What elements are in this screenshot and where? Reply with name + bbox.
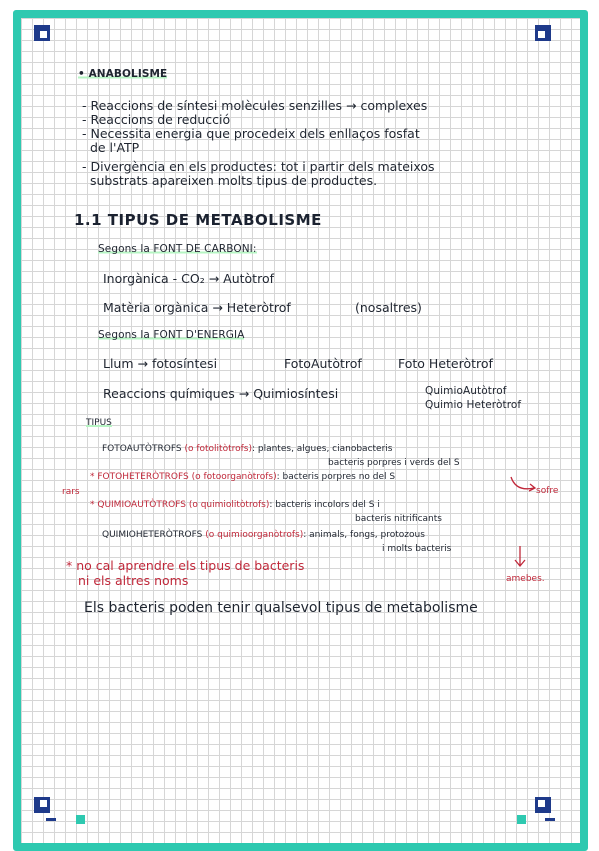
side-note-amebes: amebes. — [506, 574, 545, 584]
fotoautotrof-label: FotoAutòtrof — [284, 356, 362, 371]
note-line: * no cal aprendre els tipus de bacteris — [66, 558, 305, 573]
teal-dot-icon — [76, 815, 85, 824]
quimioheterotrof-label: Quimio Heteròtrof — [425, 399, 522, 411]
carboni-label: Segons la FONT DE CARBONI: — [98, 243, 257, 255]
tipus-row-continued: bacteris porpres i verds del S — [328, 458, 460, 468]
fotoheterotrof-label: Foto Heteròtrof — [398, 356, 493, 371]
anabolisme-heading: • ANABOLISME — [78, 68, 168, 80]
tipus-row-continued: bacteris nitrificants — [355, 514, 442, 524]
anabolisme-bullet: - Reaccions de síntesi molècules senzilles → complexes — [82, 98, 428, 113]
blue-bar-icon — [46, 818, 56, 821]
organica-line: Matèria orgànica → Heteròtrof — [103, 300, 291, 315]
anabolisme-bullet: - Divergència en els productes: tot i partir dels mateixos — [82, 159, 435, 174]
tipus-row: * FOTOHETERÒTROFS (o fotoorganòtrofs): bacteris porpres no del S — [90, 472, 396, 482]
organica-note: (nosaltres) — [355, 300, 422, 315]
llum-line: Llum → fotosíntesi — [103, 356, 218, 371]
tipus-row-continued: i molts bacteris — [382, 544, 452, 554]
energia-label: Segons la FONT D'ENERGIA — [98, 329, 245, 341]
section-title: 1.1 TIPUS DE METABOLISME — [74, 211, 322, 229]
anabolisme-bullet: - Necessita energia que procedeix dels enllaços fosfat — [82, 126, 420, 141]
note-line: ni els altres noms — [78, 573, 189, 588]
tipus-row: * QUIMIOAUTÒTROFS (o quimiolitòtrofs): bacteris incolors del S i — [90, 500, 380, 510]
closing-line: Els bacteris poden tenir qualsevol tipus de metabolisme — [84, 600, 478, 616]
anabolisme-bullet: substrats apareixen molts tipus de productes. — [82, 173, 378, 188]
blue-bar-icon — [545, 818, 555, 821]
side-note-rars: rars — [62, 487, 80, 497]
teal-dot-icon — [517, 815, 526, 824]
corner-marker-icon — [34, 797, 50, 813]
tipus-row: FOTOAUTÒTROFS (o fotolitòtrofs): plantes, algues, cianobacteris — [102, 444, 393, 454]
corner-marker-icon — [535, 797, 551, 813]
reaccions-line: Reaccions químiques → Quimiosíntesi — [103, 386, 339, 401]
anabolisme-bullet: - Reaccions de reducció — [82, 112, 231, 127]
corner-marker-icon — [535, 25, 551, 41]
quimioautotrof-label: QuimioAutòtrof — [425, 385, 507, 397]
amebes-arrow-icon — [512, 544, 528, 570]
corner-marker-icon — [34, 25, 50, 41]
tipus-label: TIPUS — [86, 418, 112, 428]
tipus-row: QUIMIOHETERÒTROFS (o quimioorganòtrofs): animals, fongs, protozous — [102, 530, 425, 540]
sofre-arrow-icon — [508, 474, 538, 496]
side-note-sofre: sofre — [536, 486, 559, 496]
anabolisme-bullet: de l'ATP — [82, 140, 140, 155]
inorganica-line: Inorgànica - CO₂ → Autòtrof — [103, 271, 274, 286]
